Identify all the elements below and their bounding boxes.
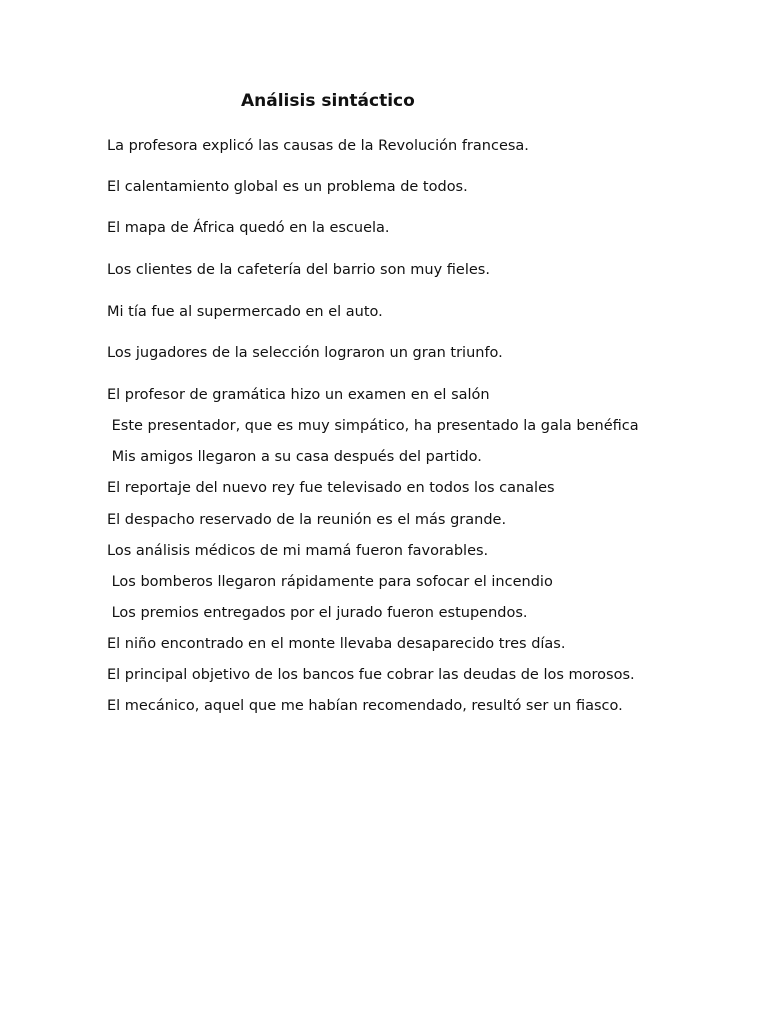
sentence-17: El mecánico, aquel que me habían recomendado, resultó ser un fiasco.: [107, 698, 623, 714]
sentence-9: Mis amigos llegaron a su casa después del partido.: [107, 449, 482, 465]
sentence-3: El mapa de África quedó en la escuela.: [107, 220, 390, 236]
sentence-15: El niño encontrado en el monte llevaba desaparecido tres días.: [107, 636, 566, 652]
sentence-13: Los bomberos llegaron rápidamente para sofocar el incendio: [107, 574, 553, 590]
sentence-16: El principal objetivo de los bancos fue cobrar las deudas de los morosos.: [107, 667, 635, 683]
sentence-1: La profesora explicó las causas de la Revolución francesa.: [107, 138, 529, 154]
sentence-6: Los jugadores de la selección lograron un gran triunfo.: [107, 345, 503, 361]
sentence-4: Los clientes de la cafetería del barrio son muy fieles.: [107, 262, 490, 278]
sentence-2: El calentamiento global es un problema de todos.: [107, 179, 468, 195]
sentence-12: Los análisis médicos de mi mamá fueron favorables.: [107, 543, 489, 559]
sentence-11: El despacho reservado de la reunión es el más grande.: [107, 512, 507, 528]
sentence-5: Mi tía fue al supermercado en el auto.: [107, 304, 383, 320]
sentence-10: El reportaje del nuevo rey fue televisado en todos los canales: [107, 480, 555, 496]
sentence-7: El profesor de gramática hizo un examen en el salón: [107, 387, 490, 403]
sentence-8: Este presentador, que es muy simpático, ha presentado la gala benéfica: [107, 418, 639, 434]
document-title: Análisis sintáctico: [241, 91, 415, 111]
sentence-14: Los premios entregados por el jurado fueron estupendos.: [107, 605, 528, 621]
